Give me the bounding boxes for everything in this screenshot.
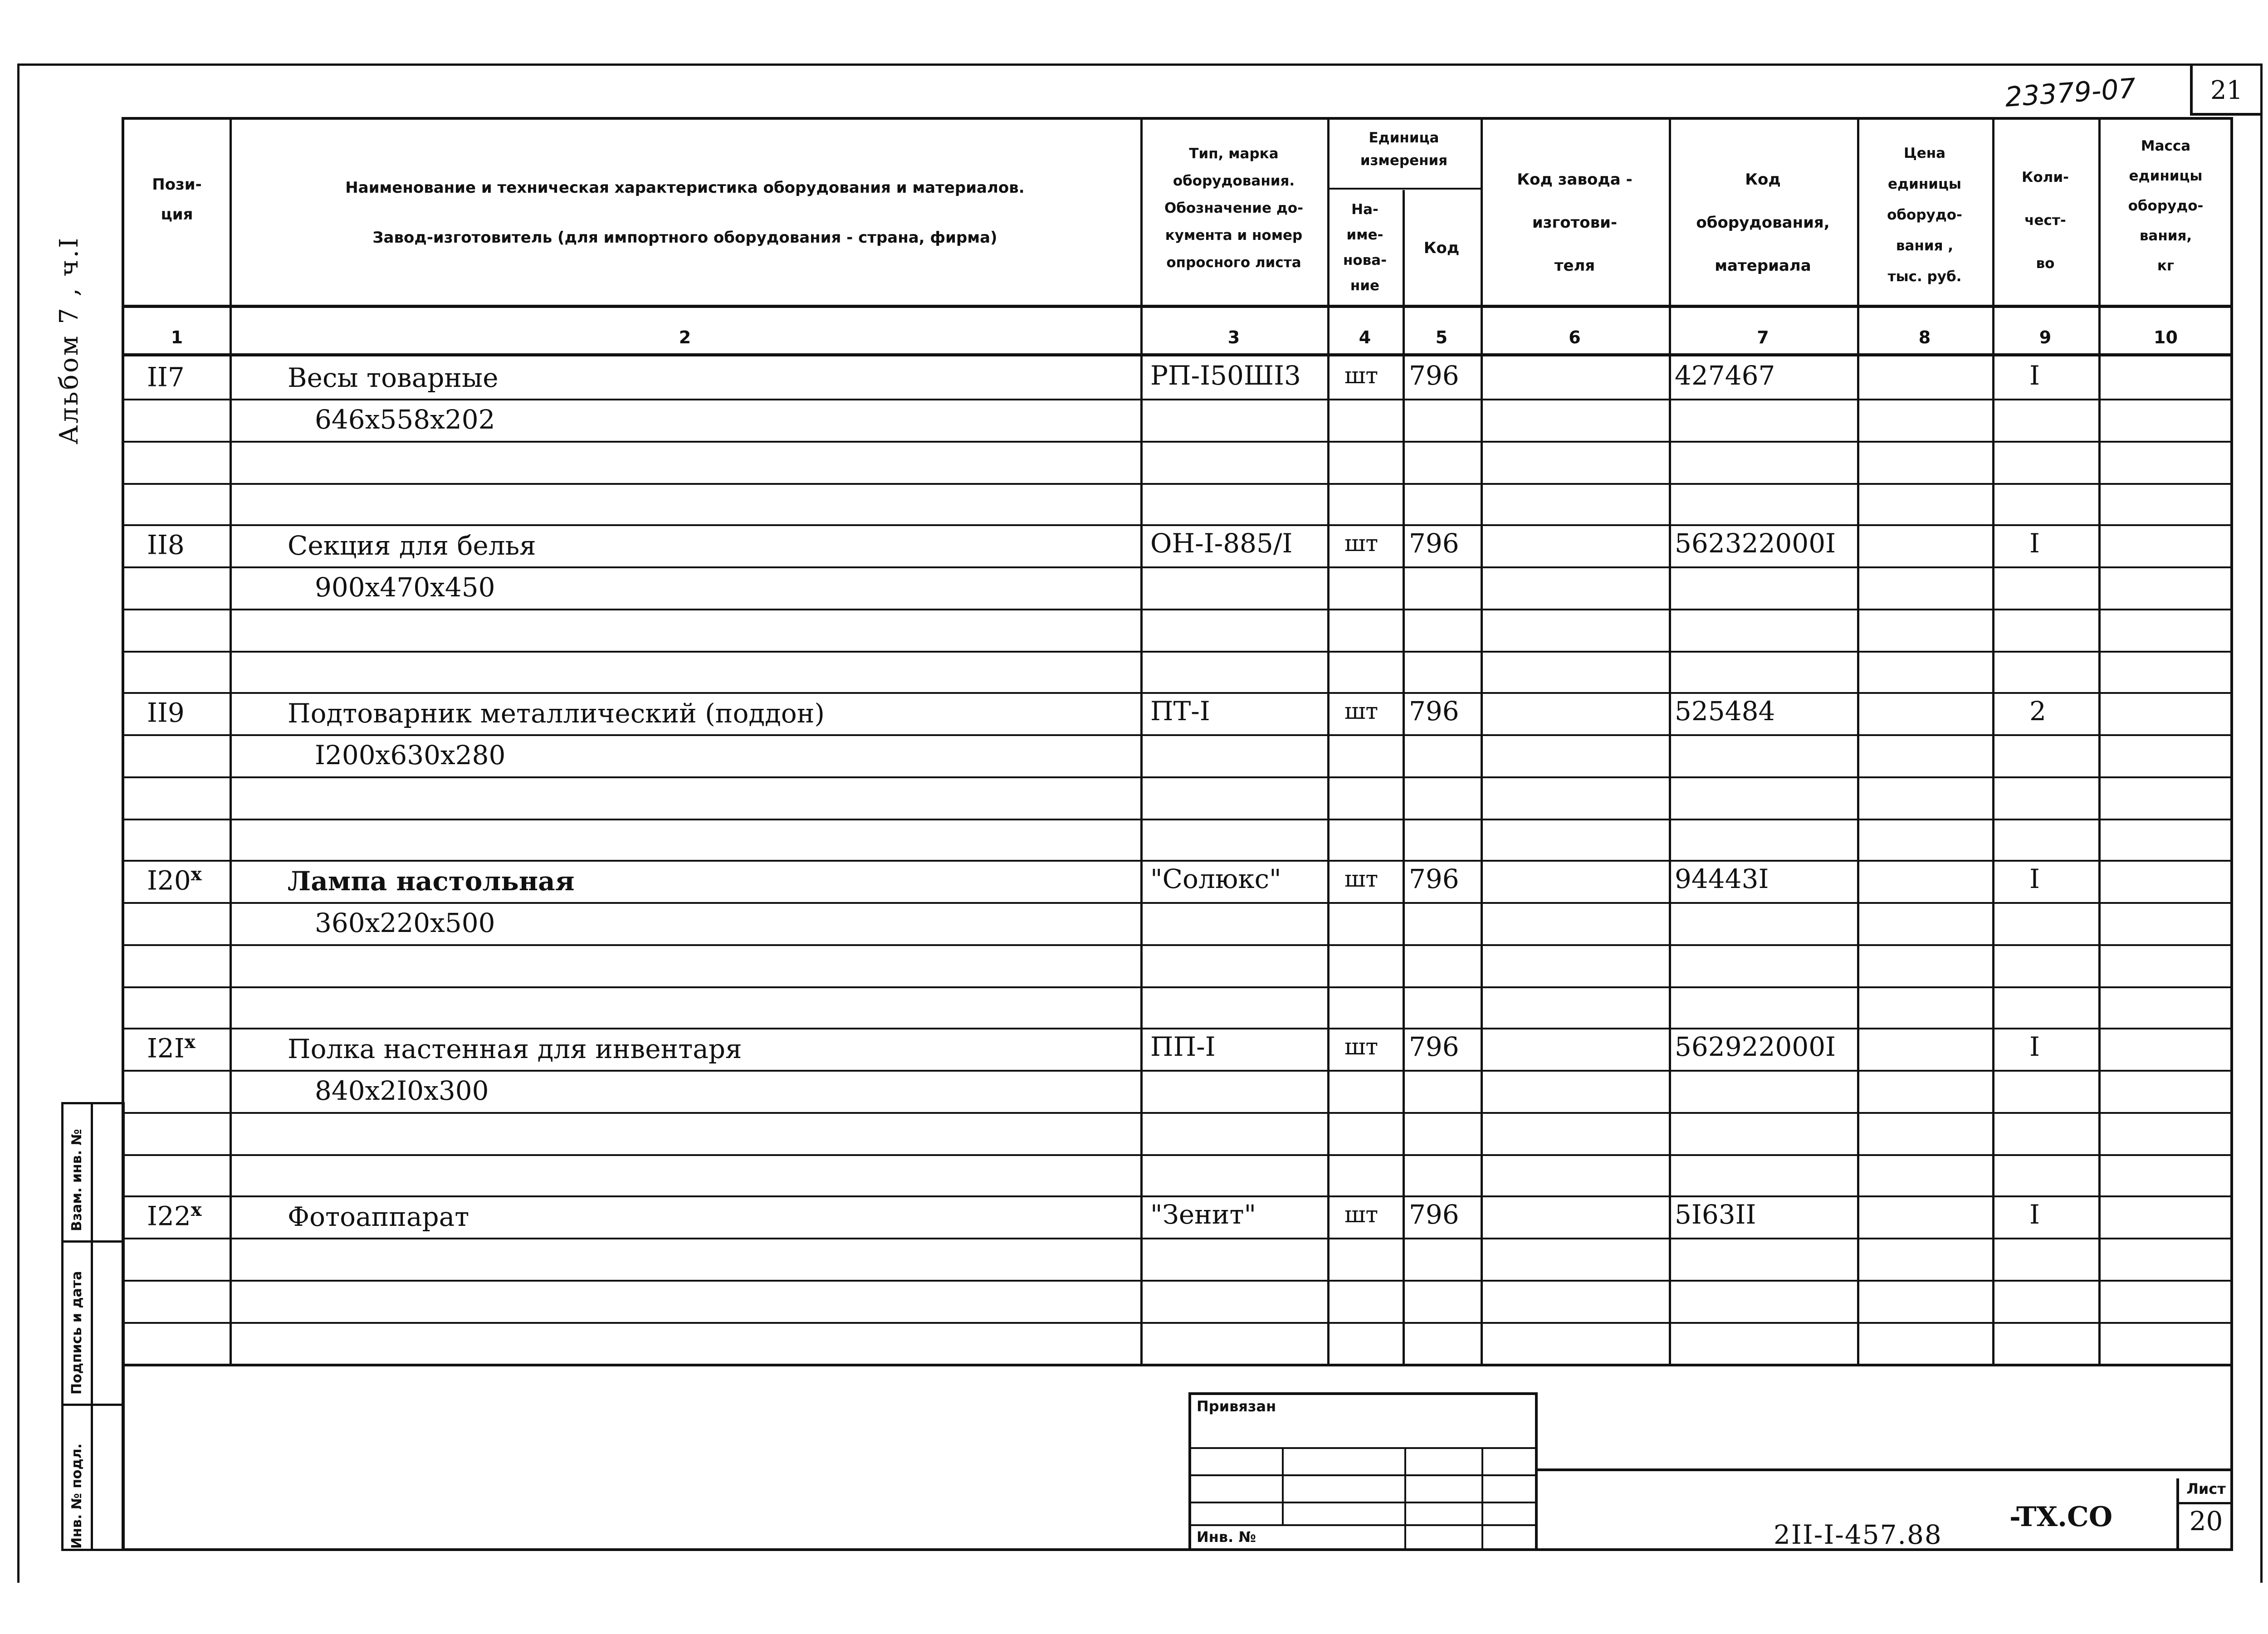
privyazan-block <box>1188 1392 1538 1551</box>
item-equipment-code: 427467 <box>1675 360 1775 391</box>
item-unit: шт <box>1344 362 1378 389</box>
row-line <box>124 441 2230 443</box>
item-quantity: 2 <box>2029 696 2046 727</box>
row-line <box>124 1112 2230 1114</box>
header-unit-mass: Масса единицы оборудо- вания, кг <box>2128 138 2204 274</box>
item-dimensions: I200x630x280 <box>315 740 506 771</box>
header-divider <box>124 305 2230 308</box>
row-line <box>124 1238 2230 1239</box>
row-line <box>124 1280 2230 1282</box>
item-equipment-code: 562322000I <box>1675 528 1836 559</box>
item-name: Лампа настольная <box>288 866 575 897</box>
item-type: ПТ-I <box>1150 696 1210 727</box>
row-line <box>124 944 2230 946</box>
frame-right <box>2260 63 2263 1583</box>
item-quantity: I <box>2029 1031 2040 1062</box>
item-unit-code: 796 <box>1409 696 1459 727</box>
column-number: 1 <box>171 327 183 347</box>
item-unit: шт <box>1344 866 1378 892</box>
row-line <box>124 1154 2230 1156</box>
header-unit-price: Цена единицы оборудо- вания , тыс. руб. <box>1887 145 1962 285</box>
item-equipment-code: 525484 <box>1675 696 1775 727</box>
item-dimensions: 646x558x202 <box>315 404 495 435</box>
item-unit-code: 796 <box>1409 528 1459 559</box>
priv-line <box>1191 1447 1535 1449</box>
stamp-label-inv-podl: Инв. № подл. <box>69 1443 85 1549</box>
header-type: Тип, марка оборудования. Обозначение до- кумента и номер опросного листа <box>1164 146 1304 271</box>
item-unit: шт <box>1344 1034 1378 1060</box>
header-name: Наименование и техническая характеристика оборудования и материалов. Завод-изготовитель (для импортного оборудования - страна, фирма) <box>345 179 1025 247</box>
row-line <box>124 902 2230 904</box>
row-line <box>124 776 2230 778</box>
row-line <box>124 483 2230 485</box>
document-id: 23379-07 <box>2004 73 2137 113</box>
sheet-box <box>2176 1478 2233 1551</box>
row-line <box>124 1195 2230 1197</box>
item-name: Подтоварник металлический (поддон) <box>288 698 825 729</box>
priv-line <box>1481 1447 1483 1549</box>
stamp-divider <box>91 1104 93 1549</box>
frame-top <box>17 63 2263 66</box>
row-line <box>124 734 2230 736</box>
stamp-label-vzam: Взам. инв. № <box>69 1129 85 1231</box>
privyazan-label: Привязан <box>1197 1398 1276 1415</box>
item-dimensions: 900x470x450 <box>315 572 495 603</box>
item-name: Полка настенная для инвентаря <box>288 1034 742 1064</box>
item-position: II8 <box>147 529 185 561</box>
equipment-table <box>122 117 2233 1366</box>
item-position: $I2I^x$ <box>147 1031 196 1064</box>
item-type: "Солюкс" <box>1150 863 1281 894</box>
item-unit-code: 796 <box>1409 360 1459 391</box>
item-equipment-code: 94443I <box>1675 863 1769 894</box>
item-unit: шт <box>1344 530 1378 556</box>
row-line <box>124 819 2230 820</box>
item-position: II7 <box>147 361 185 393</box>
item-type: ПП-I <box>1150 1031 1216 1062</box>
column-number: 3 <box>1227 327 1240 347</box>
priv-line <box>1282 1447 1284 1524</box>
column-number: 10 <box>2154 327 2178 347</box>
column-number: 9 <box>2039 327 2052 347</box>
row-line <box>124 399 2230 400</box>
row-line <box>124 986 2230 988</box>
document-suffix: -TX.CO <box>2009 1501 2113 1533</box>
item-unit: шт <box>1344 698 1378 724</box>
item-name: Фотоаппарат <box>288 1201 469 1232</box>
priv-line <box>1191 1474 1535 1476</box>
sheet-number-box <box>2190 66 2260 116</box>
album-label: Альбом 7 , ч.I <box>54 236 84 444</box>
header-unit-name: На- име- нова- ние <box>1343 201 1387 294</box>
item-equipment-code: 5I63II <box>1675 1199 1756 1230</box>
row-line <box>124 1070 2230 1072</box>
item-dimensions: 840x2I0x300 <box>315 1075 489 1106</box>
item-position: I20$^x$ <box>147 863 202 896</box>
item-unit-code: 796 <box>1409 863 1459 894</box>
sheet-label: Лист <box>2186 1480 2226 1497</box>
row-line <box>124 609 2230 610</box>
document-code: 2II-I-457.88 <box>1774 1519 1942 1550</box>
frame-left <box>17 63 20 1583</box>
sheet-number-bottom: 20 <box>2189 1506 2223 1536</box>
column-number: 2 <box>679 327 691 347</box>
row-line <box>124 1028 2230 1029</box>
stamp-divider <box>64 1404 122 1406</box>
header-factory-code: Код завода - изготови- теля <box>1517 171 1633 275</box>
header-equipment-code: Код оборудования, материала <box>1696 171 1830 275</box>
item-position: II9 <box>147 697 185 728</box>
header-position: Пози- ция <box>152 176 202 224</box>
item-type: "Зенит" <box>1150 1199 1256 1230</box>
title-block-divider <box>1538 1468 2233 1471</box>
column-number: 7 <box>1757 327 1769 347</box>
row-line <box>124 651 2230 653</box>
item-unit-code: 796 <box>1409 1199 1459 1230</box>
item-unit-code: 796 <box>1409 1031 1459 1062</box>
item-quantity: I <box>2029 863 2040 894</box>
priv-line <box>1191 1524 1535 1526</box>
header-unit-group: Единица измерения <box>1360 130 1448 169</box>
header-quantity: Коли- чест- во <box>2022 169 2069 272</box>
item-equipment-code: 562922000I <box>1675 1031 1836 1062</box>
item-dimensions: 360x220x500 <box>315 907 495 938</box>
item-quantity: I <box>2029 360 2040 391</box>
item-name: Секция для белья <box>288 530 536 561</box>
row-line <box>124 1322 2230 1324</box>
item-unit: шт <box>1344 1201 1378 1228</box>
column-number: 8 <box>1918 327 1931 347</box>
stamp-divider <box>64 1240 122 1243</box>
side-stamp <box>61 1102 125 1551</box>
row-line <box>124 692 2230 694</box>
column-number: 4 <box>1359 327 1371 347</box>
unit-group-divider <box>1327 188 1481 190</box>
sheet-number: 21 <box>2210 76 2243 105</box>
item-type: РП-I50ШI3 <box>1150 360 1301 391</box>
column-number: 5 <box>1435 327 1448 347</box>
priv-line <box>1404 1447 1406 1549</box>
priv-line <box>1191 1502 1535 1503</box>
item-type: ОН-I-885/I <box>1150 528 1293 559</box>
row-line <box>124 566 2230 568</box>
sheet-box-divider <box>2179 1502 2233 1504</box>
item-quantity: I <box>2029 1199 2040 1230</box>
row-line <box>124 860 2230 862</box>
column-number: 6 <box>1569 327 1581 347</box>
item-position: I22$^x$ <box>147 1199 202 1232</box>
stamp-label-signature: Подпись и дата <box>69 1271 85 1395</box>
row-line <box>124 524 2230 526</box>
inventory-number-label: Инв. № <box>1197 1528 1256 1546</box>
item-name: Весы товарные <box>288 362 499 393</box>
header-unit-code: Код <box>1423 239 1460 257</box>
item-quantity: I <box>2029 528 2040 559</box>
